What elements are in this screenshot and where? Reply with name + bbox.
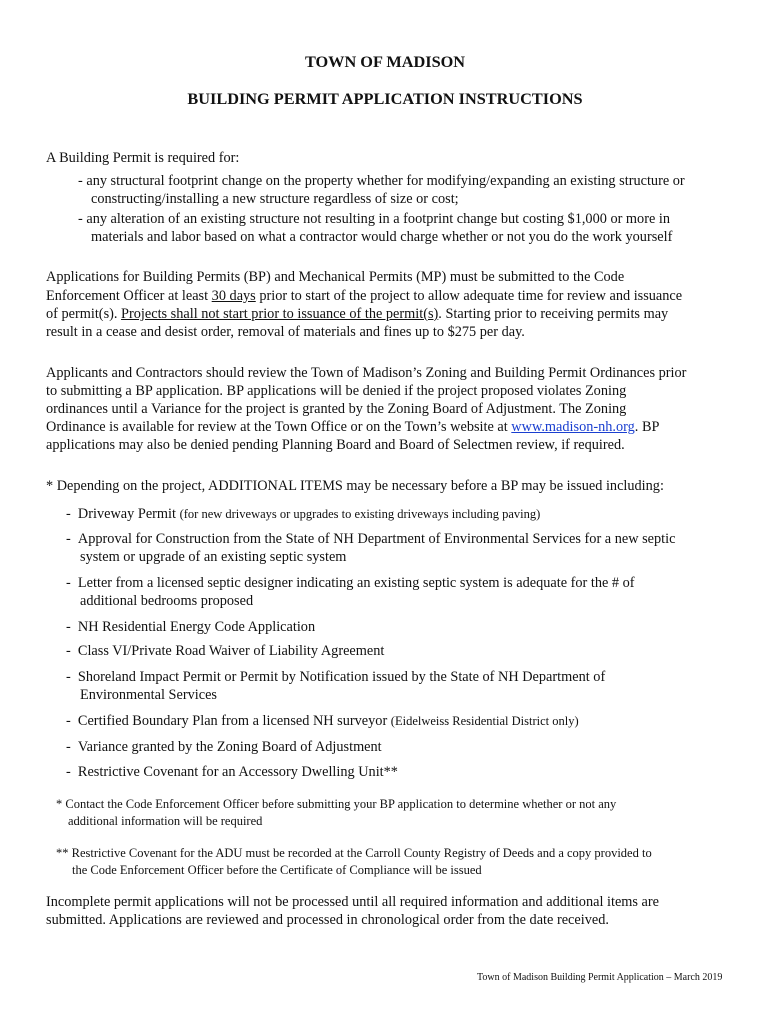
footnote-1-line-1: * Contact the Code Enforcement Officer before submitting your BP application to determine whether or not any [56,797,617,811]
list-item-covenant: - Restrictive Covenant for an Accessory Dwelling Unit** [66,764,398,780]
footnote-2-line-1: ** Restrictive Covenant for the ADU must be recorded at the Carroll County Registry of Deeds and a copy provided to [56,846,652,860]
document-heading: BUILDING PERMIT APPLICATION INSTRUCTIONS [187,89,583,108]
required-item-1-line-2: constructing/installing a new structure regardless of size or cost; [91,191,459,207]
list-item-letter-line-1: - Letter from a licensed septic designer indicating an existing septic system is adequate for the # of [66,575,635,591]
footnote-2-line-2: the Code Enforcement Officer before the Certificate of Compliance will be issued [72,863,482,877]
required-item-1-line-1: - any structural footprint change on the property whether for modifying/expanding an existing structure or [78,173,685,189]
paragraph-2-line-3: ordinances until a Variance for the project is granted by the Zoning Board of Adjustment. The Zoning [46,401,627,417]
page-title: TOWN OF MADISON [304,52,466,71]
required-item-2-line-1: - any alteration of an existing structure not resulting in a footprint change but costing $1,000 or more in [78,211,670,227]
paragraph-2-line-4: Ordinance is available for review at the Town Office or on the Town’s website at www.madison-nh.org. BP [46,419,660,435]
paragraph-1-line-2: Enforcement Officer at least 30 days prior to start of the project to allow adequate time for review and issuance [46,288,683,304]
thirty-days-underlined: 30 days [211,288,256,304]
additional-items-intro: * Depending on the project, ADDITIONAL ITEMS may be necessary before a BP may be issued including: [46,478,664,494]
list-item-class-vi: - Class VI/Private Road Waiver of Liability Agreement [66,643,385,659]
page-footer: Town of Madison Building Permit Application – March 2019 [477,972,723,983]
list-item-boundary-plan: - Certified Boundary Plan from a licensed NH surveyor (Eidelweiss Residential District only) [66,713,579,729]
list-item-driveway: - Driveway Permit (for new driveways or upgrades to existing driveways including paving) [66,506,541,522]
paragraph-2-line-5: applications may also be denied pending Planning Board and Board of Selectmen review, if required. [46,437,625,453]
paragraph-1-line-4: result in a cease and desist order, removal of materials and fines up to $275 per day. [46,324,525,340]
list-item-letter-line-2: additional bedrooms proposed [80,593,254,609]
paragraph-1-line-1: Applications for Building Permits (BP) and Mechanical Permits (MP) must be submitted to the Code [46,269,625,285]
paragraph-1-line-3: of permit(s). Projects shall not start prior to issuance of the permit(s). Starting prior to receiving permits may [46,306,669,322]
required-intro: A Building Permit is required for: [46,150,240,166]
list-item-septic-line-2: system or upgrade of an existing septic system [80,549,347,565]
town-website-link[interactable]: www.madison-nh.org [511,419,635,435]
paragraph-2-line-2: to submitting a BP application. BP applications will be denied if the project proposed violates Zoning [46,383,627,399]
required-item-2-line-2: materials and labor based on what a contractor would charge whether or not you do the work yourself [91,229,673,245]
list-item-shoreland-line-2: Environmental Services [80,687,217,703]
closing-line-1: Incomplete permit applications will not be processed until all required information and additional items are [46,894,659,910]
footnote-1-line-2: additional information will be required [68,814,263,828]
paragraph-2-line-1: Applicants and Contractors should review the Town of Madison’s Zoning and Building Permit Ordinances prior [46,365,687,381]
list-item-energy-code: - NH Residential Energy Code Application [66,619,316,635]
projects-shall-not-start-underlined: Projects shall not start prior to issuance of the permit(s) [121,306,439,322]
list-item-septic-line-1: - Approval for Construction from the State of NH Department of Environmental Services for a new septic [66,531,676,547]
list-item-shoreland-line-1: - Shoreland Impact Permit or Permit by Notification issued by the State of NH Department of [66,669,606,685]
closing-line-2: submitted. Applications are reviewed and processed in chronological order from the date received. [46,912,609,928]
list-item-variance: - Variance granted by the Zoning Board of Adjustment [66,739,382,755]
